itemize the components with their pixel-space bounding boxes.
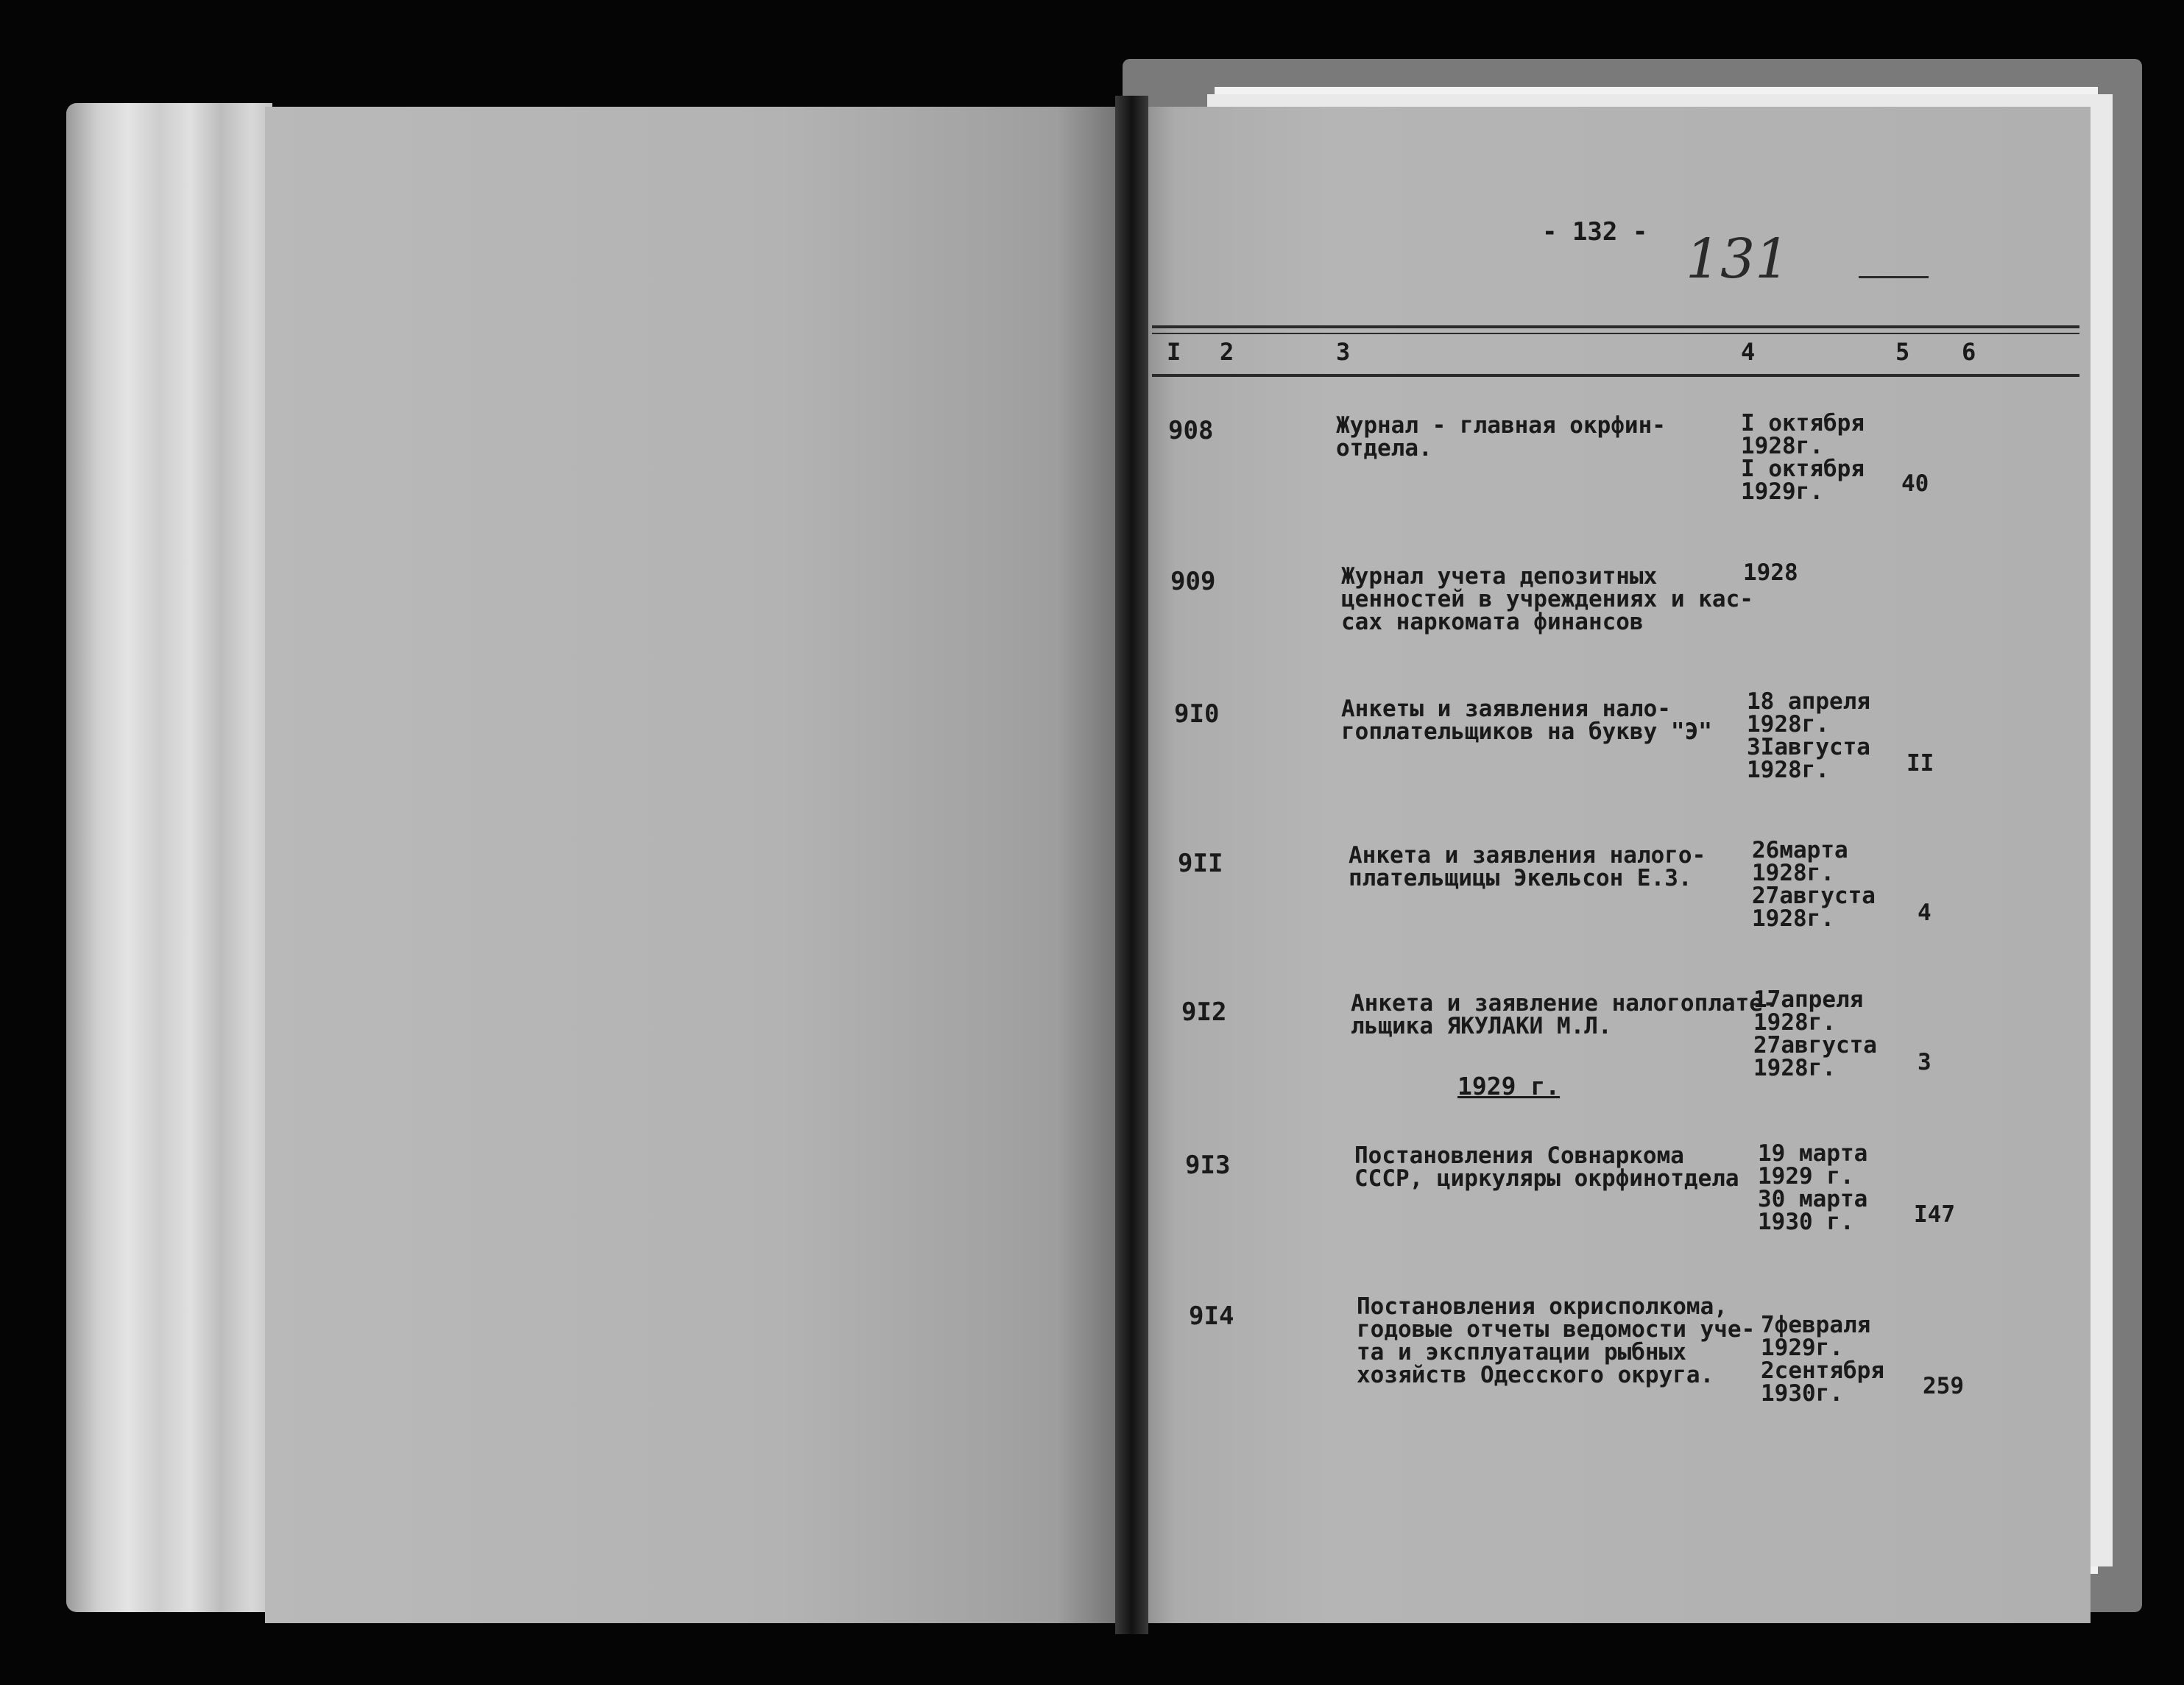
row-908-dates: I октября 1928г. I октября 1929г.: [1741, 410, 1865, 505]
col-header-2: 2: [1220, 338, 1234, 366]
table-top-rule-2: [1152, 333, 2079, 334]
row-912-count: 3: [1918, 1049, 1932, 1075]
row-910-title: Анкеты и заявления нало- гоплательщиков на букву "Э": [1341, 696, 1712, 745]
row-911-dates: 26марта 1928г. 27августа 1928г.: [1752, 837, 1876, 932]
book-gutter: [1115, 96, 1148, 1634]
row-914-dates: 7февраля 1929г. 2сентября 1930г.: [1761, 1312, 1884, 1407]
year-heading: 1929 г.: [1457, 1072, 1561, 1101]
row-911-count: 4: [1918, 900, 1932, 926]
table-header-rule: [1152, 374, 2079, 377]
page-edges: [66, 103, 272, 1612]
row-911-number: 9II: [1178, 849, 1223, 878]
left-page-blank: [265, 107, 1126, 1623]
row-910-count: II: [1906, 750, 1934, 777]
table-top-rule: [1152, 325, 2079, 328]
row-914-number: 9I4: [1189, 1301, 1234, 1331]
row-910-number: 9I0: [1174, 699, 1220, 729]
row-914-title: Постановления окрисполкома, годовые отчеты ведомости уче- та и эксплуатации рыбных хозяйств Одесского округа.: [1357, 1293, 1756, 1388]
row-909-dates: 1928: [1743, 559, 1798, 586]
row-914-count: 259: [1923, 1373, 1964, 1399]
row-913-number: 9I3: [1185, 1151, 1231, 1180]
row-913-dates: 19 марта 1929 г. 30 марта 1930 г.: [1758, 1140, 1868, 1235]
row-913-count: I47: [1914, 1201, 1955, 1228]
page-number: - 132 -: [1542, 217, 1648, 247]
col-header-4: 4: [1741, 338, 1756, 366]
row-909-number: 909: [1170, 567, 1216, 596]
row-912-number: 9I2: [1181, 997, 1227, 1027]
row-911-title: Анкета и заявления налого- плательщицы Экельсон Е.З.: [1349, 842, 1706, 891]
col-header-1: I: [1167, 338, 1181, 366]
row-908-count: 40: [1901, 470, 1929, 497]
row-912-dates: 17апреля 1928г. 27августа 1928г.: [1753, 986, 1877, 1081]
handwritten-folio-number: 131: [1686, 227, 1790, 291]
row-913-title: Постановления Совнаркома СССР, циркуляры окрфинотдела: [1354, 1142, 1739, 1192]
row-909-title: Журнал учета депозитных ценностей в учреждениях и кас- сах наркомата финансов: [1341, 563, 1753, 635]
row-912-title: Анкета и заявление налогоплате- льщика ЯКУЛАКИ М.Л.: [1351, 990, 1777, 1039]
col-header-5: 5: [1895, 338, 1910, 366]
row-908-title: Журнал - главная окрфин- отдела.: [1336, 412, 1666, 462]
row-908-number: 908: [1168, 416, 1214, 445]
row-910-dates: 18 апреля 1928г. 3Iавгуста 1928г.: [1747, 688, 1870, 783]
col-header-3: 3: [1336, 338, 1351, 366]
col-header-6: 6: [1962, 338, 1976, 366]
handwritten-mark: [1859, 276, 1929, 278]
